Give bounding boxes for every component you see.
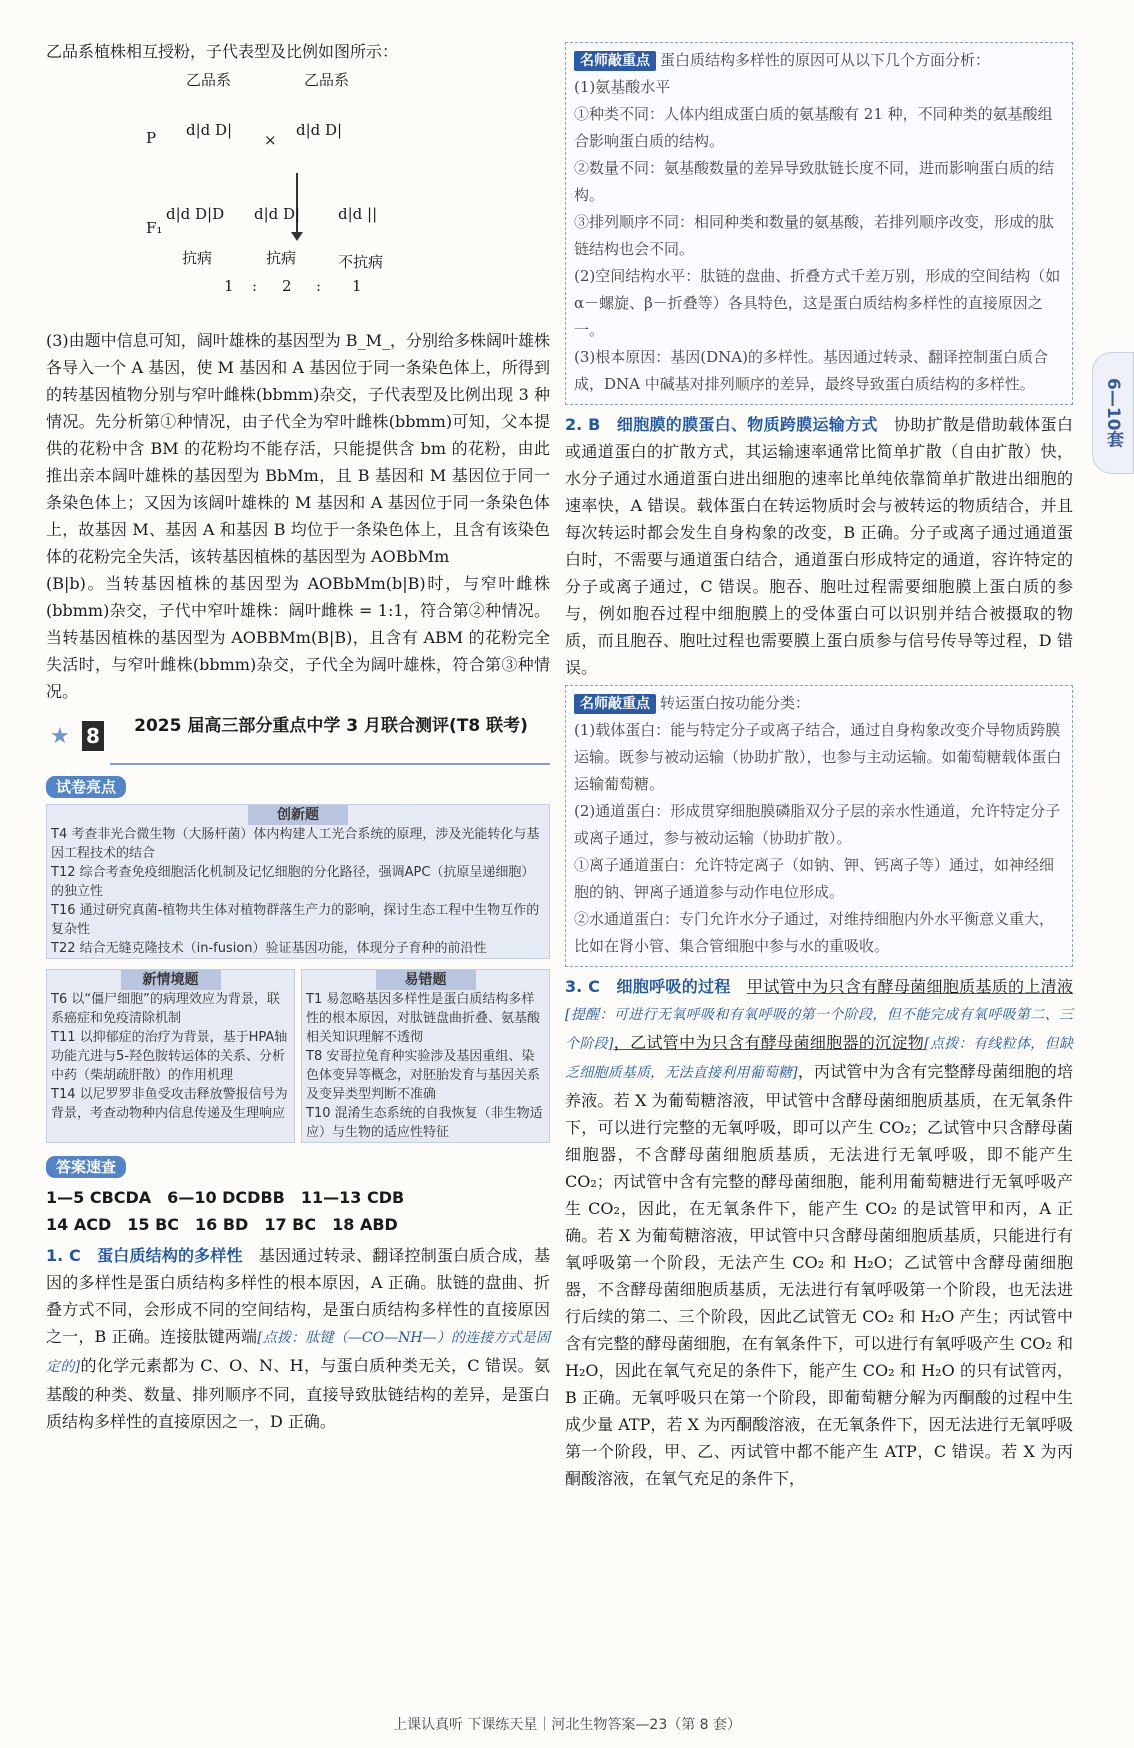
ratio-sep-2: :	[316, 277, 322, 295]
context-item: T6 以“僵尸细胞”的病理效应为背景，联系癌症和免疫清除机制	[51, 992, 280, 1026]
generation-f1: F₁	[146, 219, 163, 237]
teacher-note-lead: 蛋白质结构多样性的原因可从以下几个方面分析：	[660, 51, 991, 69]
intro-text: 乙品系植株相互授粉，子代表型及比例如图所示：	[46, 42, 399, 61]
left-column	[46, 38, 550, 1435]
errors-item: T1 易忽略基因多样性是蛋白质结构多样性的根本原因，对肽链盘曲折叠、氨基酸相关知识理解不透彻	[306, 992, 541, 1045]
test-title: 2025 届高三部分重点中学 3 月联合测评(T8 联考)	[134, 716, 528, 736]
q3-text-b: ，乙试管中为只含有酵母菌细胞器的沉淀物	[613, 1033, 925, 1052]
p-genotype-1: d|d D|	[186, 121, 233, 139]
teacher-note-line: (1)氨基酸水平	[574, 78, 671, 96]
test-section-header	[46, 711, 550, 767]
innovation-item: T22 结合无缝克隆技术（in-fusion）验证基因功能，体现分子育种的前沿性	[51, 941, 487, 956]
right-column	[565, 38, 1073, 1492]
question-1-explanation	[46, 1242, 550, 1435]
phenotype-2: 抗病	[266, 249, 297, 267]
teacher-note-line: (3)根本原因：基因(DNA)的多样性。基因通过转录、翻译控制蛋白质合成，DNA 中碱基对排列顺序的差异，最终导致蛋白质结构的多样性。	[574, 348, 1048, 393]
errors-item: T10 混淆生态系统的自我恢复（非生物适应）与生物的适应性特征	[306, 1106, 543, 1140]
innovation-item: T12 综合考查免疫细胞活化机制及记忆细胞的分化路径，强调APC（抗原呈递细胞）的独立性	[51, 865, 535, 899]
teacher-note-line: (2)空间结构水平：肽链的盘曲、折叠方式千差万别，形成的空间结构（如 α－螺旋、β－折叠等）各具特色，这是蛋白质结构多样性的直接原因之一。	[574, 267, 1061, 339]
parent-label-2: 乙品系	[304, 71, 350, 89]
test-number: 8	[82, 721, 104, 751]
highlight-label-wrap	[46, 773, 550, 800]
teacher-note-line: (2)通道蛋白：形成贯穿细胞膜磷脂双分子层的亲水性通道，允许特定分子或离子通过，参与被动运输（协助扩散）。	[574, 802, 1061, 847]
q1-topic: 蛋白质结构的多样性	[97, 1246, 243, 1265]
answer-key	[46, 1184, 550, 1238]
answer-paragraph-3b: (B|b)。当转基因植株的基因型为 AOBbMm(b|B)时，与窄叶雌株(bbmm)杂交，子代中窄叶雄株：阔叶雌株 = 1:1，符合第②种情况。当转基因植株的基因型为 AOBBMm(B|B)，且含有 ABM 的花粉完全失活时，与窄叶雌株(bbmm)杂交，子代全为阔叶雄株，符合第③种情况。	[46, 574, 550, 701]
innovation-item: T16 通过研究真菌-植物共生体对植物群落生产力的影响，探讨生态工程中生物互作的复杂性	[51, 903, 540, 937]
teacher-note-line: ③排列顺序不同：相同种类和数量的氨基酸，若排列顺序改变，形成的肽链结构也会不同。	[574, 213, 1055, 258]
q2-text: 协助扩散是借助载体蛋白或通道蛋白的扩散方式，其运输速率通常比简单扩散（自由扩散）快，水分子通过水通道蛋白进出细胞的速率比单纯依靠简单扩散进出细胞的速率快，A 错误。载体蛋白在转运物质时会与被转运的物质结合，并且每次转运时都会发生自身构象的改变，B 正确。分子或离子通过通道蛋白时，不需要与通道蛋白结合，通道蛋白形成特定的通道，容许特定的分子或离子通过，C 错误。胞吞、胞吐过程需要细胞膜上蛋白质的参与，例如胞吞过程中细胞膜上的受体蛋白可以识别并结合被摄取的物质，而且胞吞、胞吐过程也需要膜上蛋白质参与信号传导等过程，D 错误。	[565, 415, 1073, 677]
answer-key-line-1: 1—5 CBCDA 6—10 DCDBB 11—13 CDB	[46, 1188, 405, 1207]
q3-text-c: ，丙试管中为含有完整酵母菌细胞的培养液。若 X 为葡萄糖溶液，甲试管中含酵母菌细胞质基质，在无氧条件下，可以进行完整的无氧呼吸，即可以产生 CO₂；乙试管中只含酵母菌细胞器，不含酵母菌细胞质基质，无法进行无氧呼吸，即不能产生 CO₂；丙试管中含有完整的酵母菌细胞，能利用葡萄糖进行无氧呼吸产生 CO₂，因此，在无氧条件下，能产生 CO₂ 的是试管甲和丙，A 正确。若 X 为葡萄糖溶液，甲试管中只含酵母菌细胞质基质，只能进行有氧呼吸第一个阶段，无法产生 CO₂ 和 H₂O；乙试管中含酵母菌细胞器，不含酵母菌细胞质基质，无法进行有氧呼吸第一个阶段，也无法进行后续的第二、三个阶段，因此乙试管无 CO₂ 和 H₂O 产生；丙试管中含有完整的酵母菌细胞，在有氧条件下，可以进行有氧呼吸产生 CO₂ 和 H₂O，因此在氧气充足的条件下，能产生 CO₂ 和 H₂O 的只有试管丙，B 正确。无氧呼吸只在第一个阶段，即葡萄糖分解为丙酮酸的过程中生成少量 ATP，若 X 为丙酮酸溶液，在无氧条件下，因无法进行无氧呼吸第一个阶段，甲、乙、丙试管中都不能产生 ATP，C 错误。若 X 为丙酮酸溶液，在氧气充足的条件下，	[565, 1062, 1073, 1488]
phenotype-1: 抗病	[182, 249, 213, 267]
f1-genotype-3: d|d ||	[338, 205, 378, 223]
generation-p: P	[146, 129, 157, 147]
errors-box	[301, 969, 550, 1143]
footer-brand: 上课认真听 下课练天星	[392, 1717, 538, 1733]
teacher-note-line: (1)载体蛋白：能与特定分子或离子结合，通过自身构象改变介导物质跨膜运输。既参与被动运输（协助扩散），也参与主动运输。如葡萄糖载体蛋白运输葡萄糖。	[574, 721, 1062, 793]
answer-key-line-2: 14 ACD 15 BC 16 BD 17 BC 18 ABD	[46, 1215, 398, 1234]
ratio-3: 1	[352, 277, 362, 295]
teacher-note-line: ②水通道蛋白：专门允许水分子通过，对维持细胞内外水平衡意义重大，比如在肾小管、集合管细胞中参与水的重吸收。	[574, 910, 1055, 955]
teacher-note-box-1	[565, 42, 1073, 405]
footer-page-label: 河北生物答案—23（第 8 套）	[551, 1717, 742, 1733]
phenotype-3: 不抗病	[338, 253, 384, 271]
highlight-row	[46, 969, 550, 1143]
context-item: T14 以尼罗罗非鱼受攻击释放警报信号为背景，考查动物种内信息传递及生理响应	[51, 1087, 288, 1121]
q1-text-2: 的化学元素都为 C、O、N、H，与蛋白质种类无关，C 错误。氨基酸的种类、数量、排列顺序不同，直接导致肽链结构的差异，是蛋白质结构多样性的直接原因之一，D 正确。	[46, 1356, 550, 1431]
question-2-explanation	[565, 411, 1073, 681]
genetics-diagram	[46, 65, 550, 327]
highlight-label: 试卷亮点	[46, 776, 126, 798]
cross-symbol: ×	[264, 131, 277, 149]
context-title: 新情境题	[121, 970, 221, 990]
p-genotype-2: d|d D|	[296, 121, 343, 139]
q3-number: 3. C	[565, 977, 600, 996]
q3-topic: 细胞呼吸的过程	[616, 977, 731, 996]
q2-number: 2. B	[565, 415, 601, 434]
innovation-item: T4 考查非光合微生物（大肠杆菌）体内构建人工光合系统的原理，涉及光能转化与基因工程技术的结合	[51, 827, 540, 861]
f1-genotype-2: d|d D|	[254, 205, 301, 223]
q3-hint-2: [点拨：有线粒体，但缺乏细胞质基质，无法直接利用葡萄糖]	[565, 1036, 1073, 1081]
errors-title: 易错题	[376, 970, 476, 990]
q2-topic: 细胞膜的膜蛋白、物质跨膜运输方式	[616, 415, 878, 434]
q1-text: 基因通过转录、翻译控制蛋白质合成，基因的多样性是蛋白质结构多样性的根本原因，A 正确。肽链的盘曲、折叠方式不同，会形成不同的空间结构，是蛋白质结构多样性的直接原因之一，B 正确。连接肽键两端	[46, 1246, 550, 1346]
teacher-note-line: ①种类不同：人体内组成蛋白质的氨基酸有 21 种，不同种类的氨基酸组合影响蛋白质的结构。	[574, 105, 1053, 150]
teacher-note-line: ②数量不同：氨基酸数量的差异导致肽链长度不同，进而影响蛋白质的结构。	[574, 159, 1055, 204]
teacher-note-lead: 转运蛋白按功能分类：	[660, 694, 811, 712]
page-footer: 上课认真听 下课练天星｜河北生物答案—23（第 8 套）	[392, 1717, 742, 1733]
parent-label-1: 乙品系	[186, 71, 232, 89]
answer-paragraph-3: (3)由题中信息可知，阔叶雄株的基因型为 B_M_，分别给多株阔叶雄株各导入一个 A 基因，使 M 基因和 A 基因位于同一条染色体上，所得到的转基因植物分别与窄叶雌株(bbmm)杂交，子代表型及比例出现 3 种情况。先分析第①种情况，由子代全为窄叶雌株(bbmm)可知，父本提供的花粉中含 BM 的花粉均不能存活，只能提供含 bm 的花粉，由此推出亲本阔叶雄株的基因型为 BbMm，且 B 基因和 M 基因位于同一条染色体上；又因为该阔叶雄株的 M 基因和 A 基因位于同一条染色体上，故基因 M、基因 A 和基因 B 均位于一条染色体上，且含有该染色体的花粉完全失活，该转基因植株的基因型为 AOBbMm	[46, 331, 550, 566]
set-range-tab: 6—10套	[1092, 352, 1134, 474]
teacher-note-line: ①离子通道蛋白：允许特定离子（如钠、钾、钙离子等）通过，如神经细胞的钠、钾离子通道参与动作电位形成。	[574, 856, 1055, 901]
q1-hint: [点拨：肽键（—CO—NH—）的连接方式是固定的]	[46, 1330, 550, 1375]
context-box	[46, 969, 295, 1143]
teacher-note-box-2	[565, 685, 1073, 967]
innovation-title: 创新题	[248, 805, 348, 825]
star-logo-icon: ★	[50, 724, 70, 749]
errors-item: T8 安哥拉兔育种实验涉及基因重组、染色体变异等概念，对胚胎发育与基因关系及变异类型判断不准确	[306, 1049, 541, 1102]
q3-text-a: 甲试管中为只含有酵母菌细胞质基质的上清液	[747, 977, 1073, 996]
question-3-explanation	[565, 973, 1073, 1492]
section-divider	[110, 763, 550, 765]
teacher-badge: 名师敲重点	[574, 51, 656, 71]
ratio-sep-1: :	[252, 277, 258, 295]
teacher-badge: 名师敲重点	[574, 694, 656, 714]
f1-genotype-1: d|d D|D	[166, 205, 225, 223]
ratio-2: 2	[282, 277, 292, 295]
answers-label-wrap	[46, 1153, 550, 1180]
answers-label: 答案速查	[46, 1156, 126, 1178]
context-item: T11 以抑郁症的治疗为背景，基于HPA轴功能亢进与5-羟色胺转运体的关系、分析中药（柴胡疏肝散）的作用机理	[51, 1030, 288, 1083]
q1-number: 1. C	[46, 1246, 81, 1265]
innovation-box	[46, 804, 550, 959]
ratio-1: 1	[224, 277, 234, 295]
q3-hint-1: [提醒：可进行无氧呼吸和有氧呼吸的第一个阶段，但不能完成有氧呼吸第二、三个阶段]	[565, 1007, 1073, 1052]
